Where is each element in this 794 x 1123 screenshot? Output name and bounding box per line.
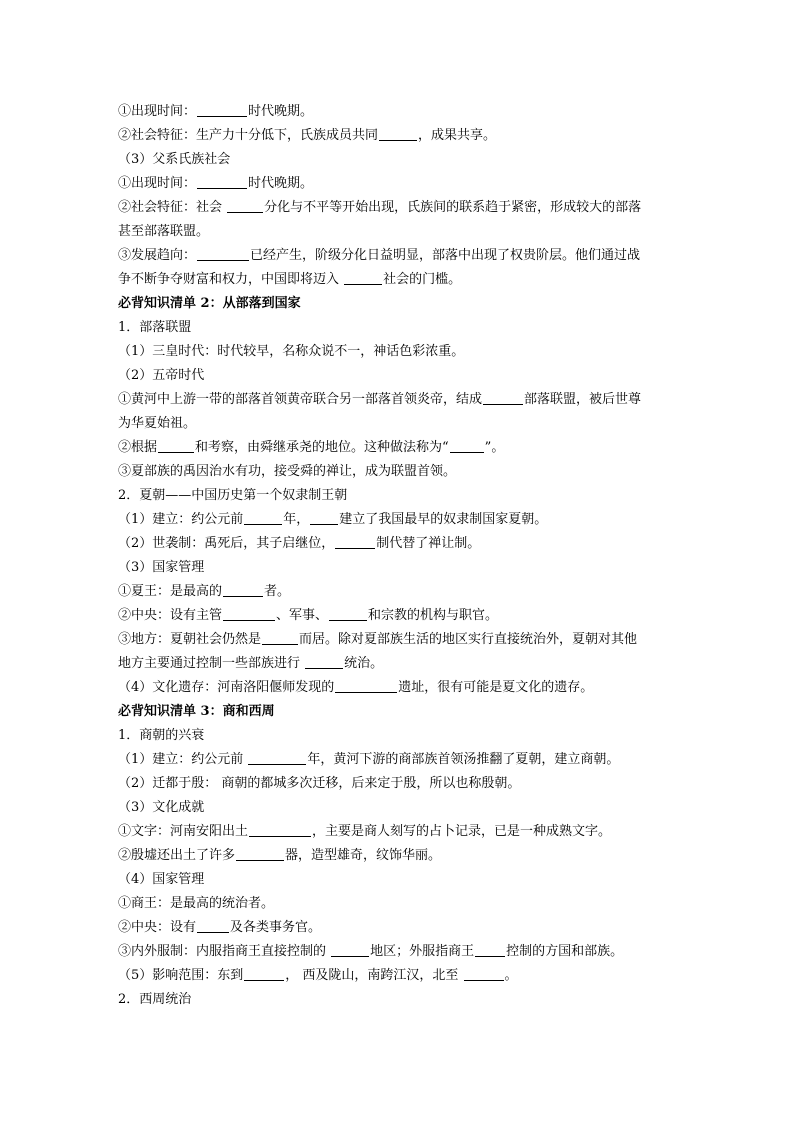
fill-blank[interactable] bbox=[158, 438, 194, 453]
fill-blank[interactable] bbox=[197, 174, 247, 189]
text-line: ②根据 和考察，由舜继承尧的地位。这种做法称为“ ”。 bbox=[118, 440, 505, 455]
text-line: （2）迁都于殷： 商朝的都城多次迁移，后来定于殷，所以也称殷朝。 bbox=[118, 776, 521, 791]
text-line: 为华夏始祖。 bbox=[118, 416, 197, 431]
document-body bbox=[118, 100, 686, 1012]
fill-blank[interactable] bbox=[197, 918, 229, 933]
fill-blank[interactable] bbox=[236, 846, 284, 861]
fill-blank[interactable] bbox=[305, 654, 343, 669]
fill-blank[interactable] bbox=[197, 102, 247, 117]
text-line: （3）文化成就 bbox=[118, 800, 205, 815]
fill-blank[interactable] bbox=[329, 606, 367, 621]
text-line: ②社会特征：生产力十分低下，氏族成员共同 ，成果共享。 bbox=[118, 128, 497, 143]
text-line: （1）建立：约公元前 年， 建立了我国最早的奴隶制国家夏朝。 bbox=[118, 512, 548, 527]
text-line: ①出现时间： 时代晚期。 bbox=[118, 104, 314, 119]
fill-blank[interactable] bbox=[344, 270, 382, 285]
text-line: ②中央：设有主管 、军事、 和宗教的机构与职官。 bbox=[118, 608, 499, 623]
section-heading: 必背知识清单 3：商和西周 bbox=[118, 704, 275, 719]
fill-blank[interactable] bbox=[223, 606, 275, 621]
fill-blank[interactable] bbox=[331, 942, 369, 957]
text-line: ①文字：河南安阳出土 ，主要是商人刻写的占卜记录，已是一种成熟文字。 bbox=[118, 824, 612, 839]
text-line: ③地方：夏朝社会仍然是 而居。除对夏部族生活的地区实行直接统治外，夏朝对其他 bbox=[118, 632, 638, 647]
text-line: （3）父系氏族社会 bbox=[118, 152, 231, 167]
fill-blank[interactable] bbox=[244, 966, 284, 981]
fill-blank[interactable] bbox=[475, 942, 505, 957]
fill-blank[interactable] bbox=[249, 822, 311, 837]
text-line: ③发展趋向： 已经产生，阶级分化日益明显，部落中出现了权贵阶层。他们通过战 bbox=[118, 248, 641, 263]
text-line: （5）影响范围：东到 ， 西及陇山，南跨江汉，北至 。 bbox=[118, 968, 518, 983]
fill-blank[interactable] bbox=[335, 678, 397, 693]
text-line: ③夏部族的禹因治水有功，接受舜的禅让，成为联盟首领。 bbox=[118, 464, 457, 479]
text-line: 地方主要通过控制一些部族进行 统治。 bbox=[118, 656, 384, 671]
fill-blank[interactable] bbox=[310, 510, 338, 525]
text-line: ③内外服制：内服指商王直接控制的 地区；外服指商王 控制的方国和部族。 bbox=[118, 944, 624, 959]
text-line: ②殷墟还出土了许多 器，造型雄奇，纹饰华丽。 bbox=[118, 848, 442, 863]
text-line: 1．商朝的兴衰 bbox=[118, 728, 205, 743]
text-line: ①夏王：是最高的 者。 bbox=[118, 584, 291, 599]
text-line: ②社会特征：社会 分化与不平等开始出现，氏族间的联系趋于紧密，形成较大的部落 bbox=[118, 200, 642, 215]
text-line: 2．西周统治 bbox=[118, 992, 192, 1007]
text-line: 1．部落联盟 bbox=[118, 320, 192, 335]
section-heading: 必背知识清单 2：从部落到国家 bbox=[118, 296, 301, 311]
text-line: （1）建立：约公元前 年，黄河下游的商部族首领汤推翻了夏朝，建立商朝。 bbox=[118, 752, 620, 767]
fill-blank[interactable] bbox=[223, 582, 263, 597]
text-line: （4）国家管理 bbox=[118, 872, 205, 887]
fill-blank[interactable] bbox=[197, 246, 249, 261]
text-line: （2）五帝时代 bbox=[118, 368, 205, 383]
fill-blank[interactable] bbox=[450, 438, 484, 453]
fill-blank[interactable] bbox=[244, 510, 282, 525]
text-line: 甚至部落联盟。 bbox=[118, 224, 210, 239]
fill-blank[interactable] bbox=[248, 750, 306, 765]
text-line: （1）三皇时代：时代较早，名称众说不一，神话色彩浓重。 bbox=[118, 344, 465, 359]
text-line: ①黄河中上游一带的部落首领黄帝联合另一部落首领炎帝，结成 部落联盟，被后世尊 bbox=[118, 392, 642, 407]
text-line: （2）世袭制：禹死后，其子启继位， 制代替了禅让制。 bbox=[118, 536, 481, 551]
text-line: ①商王：是最高的统治者。 bbox=[118, 896, 275, 911]
text-line: 2．夏朝——中国历史第一个奴隶制王朝 bbox=[118, 488, 348, 503]
fill-blank[interactable] bbox=[262, 630, 298, 645]
fill-blank[interactable] bbox=[227, 198, 263, 213]
fill-blank[interactable] bbox=[464, 966, 504, 981]
fill-blank[interactable] bbox=[379, 126, 417, 141]
text-line: （3）国家管理 bbox=[118, 560, 205, 575]
fill-blank[interactable] bbox=[483, 390, 523, 405]
fill-blank[interactable] bbox=[335, 534, 375, 549]
text-line: ②中央：设有 及各类事务官。 bbox=[118, 920, 322, 935]
text-line: （4）文化遗存：河南洛阳偃师发现的 遗址，很有可能是夏文化的遗存。 bbox=[118, 680, 594, 695]
text-line: 争不断争夺财富和权力，中国即将迈入 社会的门槛。 bbox=[118, 272, 462, 287]
text-line: ①出现时间： 时代晚期。 bbox=[118, 176, 314, 191]
